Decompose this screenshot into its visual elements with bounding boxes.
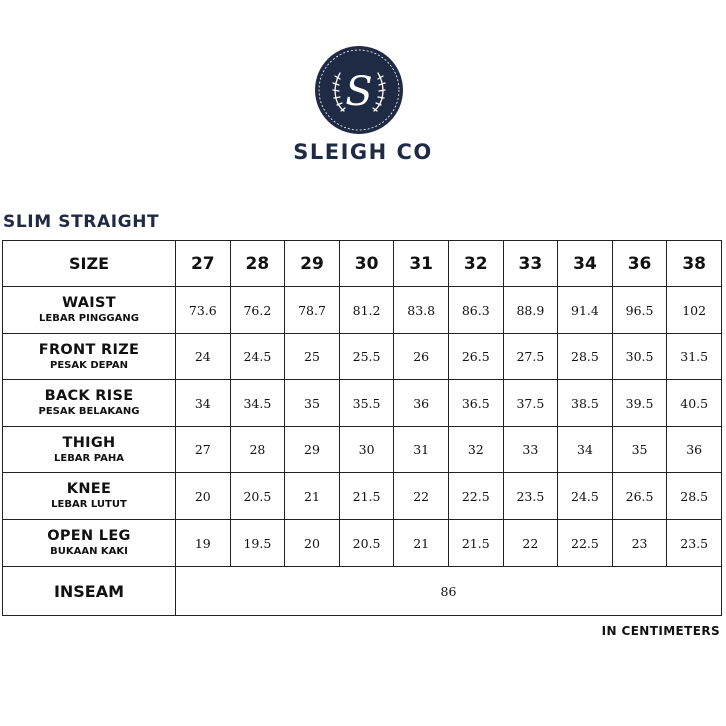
- measurement-translation: LEBAR LUTUT: [51, 499, 127, 511]
- measurement-value: 25.5: [339, 334, 394, 380]
- measurement-value: 81.2: [339, 287, 394, 334]
- measurement-value: 20.5: [230, 473, 285, 520]
- measurement-row: [3, 380, 722, 427]
- measurement-value: 21: [394, 520, 449, 567]
- row-label: [3, 334, 176, 380]
- measurement-value: 26.5: [612, 473, 667, 520]
- measurement-value: 36: [667, 427, 722, 473]
- size-column-header: 36: [612, 241, 667, 287]
- measurement-translation: LEBAR PINGGANG: [39, 313, 139, 325]
- measurement-value: 21.5: [448, 520, 503, 567]
- measurement-value: 26: [394, 334, 449, 380]
- size-header: SIZE: [3, 241, 176, 287]
- section-title: SLIM STRAIGHT: [3, 212, 160, 232]
- measurement-value: 34: [558, 427, 613, 473]
- measurement-value: 21.5: [339, 473, 394, 520]
- measurement-value: 102: [667, 287, 722, 334]
- measurement-value: 22: [503, 520, 558, 567]
- brand-logo: [314, 45, 404, 135]
- measurement-value: 27: [176, 427, 231, 473]
- measurement-value: 86.3: [448, 287, 503, 334]
- measurement-value: 28.5: [558, 334, 613, 380]
- row-label: [3, 427, 176, 473]
- logo-monogram: S: [345, 69, 373, 115]
- measurement-value: 34.5: [230, 380, 285, 427]
- row-label: [3, 520, 176, 567]
- size-column-header: 30: [339, 241, 394, 287]
- size-column-header: 28: [230, 241, 285, 287]
- size-column-header: 33: [503, 241, 558, 287]
- measurement-name: OPEN LEG: [47, 528, 131, 545]
- measurement-value: 22.5: [558, 520, 613, 567]
- measurement-value: 23: [612, 520, 667, 567]
- size-column-header: 27: [176, 241, 231, 287]
- measurement-translation: PESAK BELAKANG: [38, 406, 140, 418]
- measurement-value: 96.5: [612, 287, 667, 334]
- measurement-name: WAIST: [62, 295, 116, 312]
- measurement-value: 35: [285, 380, 340, 427]
- inseam-value: 86: [176, 567, 722, 616]
- size-column-header: 31: [394, 241, 449, 287]
- measurement-value: 31: [394, 427, 449, 473]
- measurement-value: 22: [394, 473, 449, 520]
- measurement-value: 78.7: [285, 287, 340, 334]
- measurement-value: 35.5: [339, 380, 394, 427]
- brand-name: SLEIGH CO: [293, 140, 433, 164]
- row-label: [3, 473, 176, 520]
- measurement-value: 19: [176, 520, 231, 567]
- measurement-row: [3, 520, 722, 567]
- measurement-value: 20.5: [339, 520, 394, 567]
- measurement-value: 33: [503, 427, 558, 473]
- row-label: [3, 380, 176, 427]
- measurement-value: 28.5: [667, 473, 722, 520]
- measurement-value: 36: [394, 380, 449, 427]
- measurement-value: 34: [176, 380, 231, 427]
- measurement-value: 31.5: [667, 334, 722, 380]
- measurement-translation: BUKAAN KAKI: [50, 546, 128, 558]
- measurement-value: 91.4: [558, 287, 613, 334]
- measurement-name: THIGH: [62, 434, 116, 451]
- measurement-value: 40.5: [667, 380, 722, 427]
- row-label: [3, 287, 176, 334]
- measurement-row: [3, 334, 722, 380]
- measurement-value: 83.8: [394, 287, 449, 334]
- measurement-value: 20: [285, 520, 340, 567]
- measurement-value: 20: [176, 473, 231, 520]
- measurement-row: [3, 287, 722, 334]
- measurement-value: 28: [230, 427, 285, 473]
- measurement-value: 23.5: [667, 520, 722, 567]
- measurement-translation: LEBAR PAHA: [53, 452, 124, 464]
- measurement-value: 23.5: [503, 473, 558, 520]
- measurement-value: 24.5: [558, 473, 613, 520]
- measurement-value: 30: [339, 427, 394, 473]
- measurement-value: 38.5: [558, 380, 613, 427]
- measurement-translation: PESAK DEPAN: [50, 359, 128, 371]
- measurement-value: 30.5: [612, 334, 667, 380]
- measurement-value: 37.5: [503, 380, 558, 427]
- measurement-value: 39.5: [612, 380, 667, 427]
- size-chart-table: [2, 240, 722, 616]
- header-row: [3, 241, 722, 287]
- size-column-header: 34: [558, 241, 613, 287]
- measurement-value: 73.6: [176, 287, 231, 334]
- measurement-value: 29: [285, 427, 340, 473]
- size-column-header: 38: [667, 241, 722, 287]
- measurement-row: [3, 427, 722, 473]
- measurement-value: 32: [448, 427, 503, 473]
- measurement-value: 25: [285, 334, 340, 380]
- measurement-value: 22.5: [448, 473, 503, 520]
- measurement-value: 26.5: [448, 334, 503, 380]
- measurement-value: 24: [176, 334, 231, 380]
- size-column-header: 29: [285, 241, 340, 287]
- inseam-row: [3, 567, 722, 616]
- measurement-name: KNEE: [66, 481, 112, 498]
- measurement-value: 35: [612, 427, 667, 473]
- measurement-value: 88.9: [503, 287, 558, 334]
- inseam-label: INSEAM: [3, 567, 176, 616]
- measurement-value: 27.5: [503, 334, 558, 380]
- measurement-name: BACK RISE: [44, 388, 134, 405]
- measurement-value: 36.5: [448, 380, 503, 427]
- measurement-row: [3, 473, 722, 520]
- measurement-value: 21: [285, 473, 340, 520]
- unit-note: IN CENTIMETERS: [601, 624, 720, 638]
- measurement-value: 76.2: [230, 287, 285, 334]
- measurement-value: 24.5: [230, 334, 285, 380]
- size-column-header: 32: [448, 241, 503, 287]
- measurement-value: 19.5: [230, 520, 285, 567]
- measurement-name: FRONT RIZE: [38, 341, 140, 358]
